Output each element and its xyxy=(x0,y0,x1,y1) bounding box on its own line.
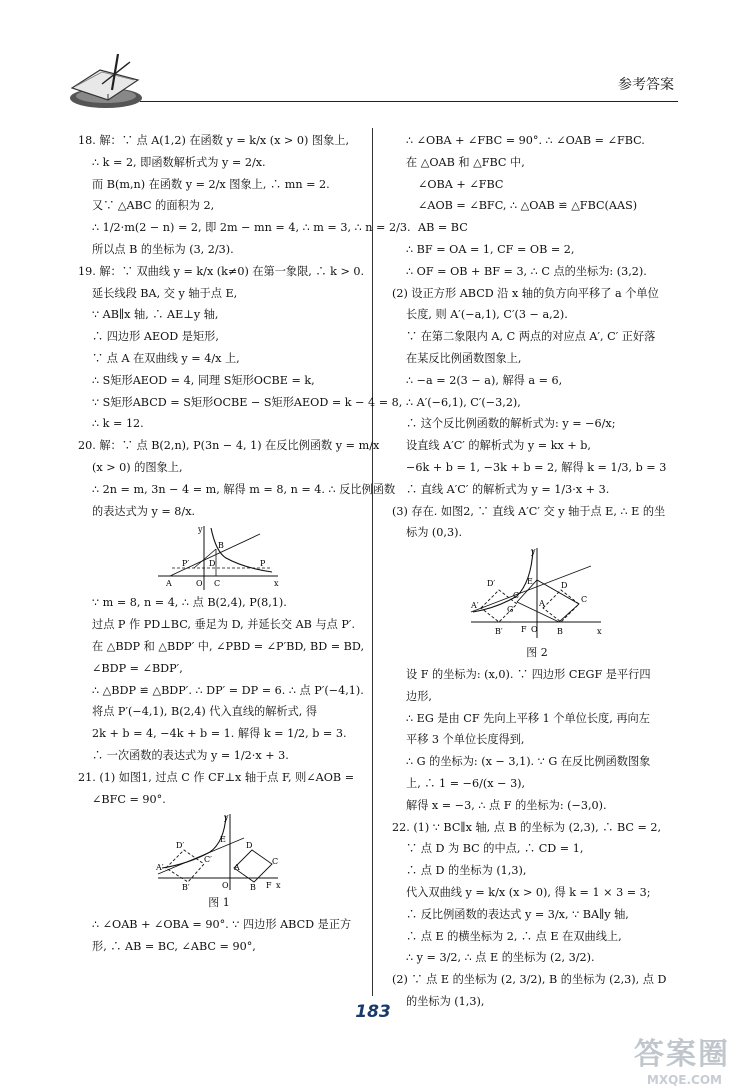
text-line: ∵ 点 A 在双曲线 y = 4/x 上, xyxy=(92,351,240,365)
fig-label: B xyxy=(557,627,563,637)
text-line: 在 △BDP 和 △BDP′ 中, ∠PBD = ∠P′BD, BD = BD, xyxy=(92,639,365,653)
text-line: AB = BC xyxy=(418,221,468,235)
fig-label: P′ xyxy=(182,559,190,569)
fig-label: C′ xyxy=(204,855,212,865)
figure-2 xyxy=(467,546,607,642)
text-line: ∴ A′(−6,1), C′(−3,2), xyxy=(406,395,521,409)
text-line: ∴ 四边形 AEOD 是矩形, xyxy=(92,330,219,344)
text-line: −6k + b = 1, −3k + b = 2, 解得 k = 1/3, b = 3 xyxy=(406,460,667,474)
text-line: 的坐标为 (1,3), xyxy=(406,994,485,1008)
text-line: 形, ∴ AB = BC, ∠ABC = 90°, xyxy=(92,939,256,953)
text-line: 19. 解：∵ 双曲线 y = k/x (k≠0) 在第一象限, ∴ k > 0. xyxy=(78,264,365,278)
text-line: (x > 0) 的图象上, xyxy=(92,460,183,474)
text-line: (2) ∵ 点 E 的坐标为 (2, 3/2), B 的坐标为 (2,3), 点 D xyxy=(392,973,667,987)
fig-label: B′ xyxy=(182,883,190,893)
text-line: ∴ ∠OBA + ∠FBC = 90°. ∴ ∠OAB = ∠FBC. xyxy=(406,134,645,147)
text-line: 20. 解：∵ 点 B(2,n), P(3n − 4, 1) 在反比例函数 y = m/x xyxy=(78,439,380,453)
page-number: 183 xyxy=(355,1002,391,1022)
fig-label: D′ xyxy=(487,579,496,589)
figure-q20 xyxy=(154,524,284,592)
fig-label: x xyxy=(597,627,602,637)
text-line: ∴ 2n = m, 3n − 4 = m, 解得 m = 8, n = 4. ∴ 反比例函数 xyxy=(92,482,396,496)
text-line: ∴ −a = 2(3 − a), 解得 a = 6, xyxy=(406,373,563,387)
text-line: 而 B(m,n) 在函数 y = 2/x 图象上, ∴ mn = 2. xyxy=(92,177,330,191)
text-line: ∴ 直线 A′C′ 的解析式为 y = 1/3·x + 3. xyxy=(406,482,610,496)
text-line: ∴ 1/2·m(2 − n) = 2, 即 2m − mn = 4, ∴ m = 3, ∴ n = 2/3. xyxy=(92,221,411,235)
text-line: ∵ 在第二象限内 A, C 两点的对应点 A′, C′ 正好落 xyxy=(406,330,656,344)
text-line: ∠BFC = 90°. xyxy=(92,792,166,806)
text-line: 标为 (0,3). xyxy=(406,526,463,540)
left-column xyxy=(78,130,411,958)
figure-caption: 图 1 xyxy=(208,896,230,910)
fig-label: E xyxy=(527,577,533,587)
text-line: ∴ S矩形AEOD = 4, 同理 S矩形OCBE = k, xyxy=(92,373,315,387)
text-line: 将点 P′(−4,1), B(2,4) 代入直线的解析式, 得 xyxy=(92,705,318,719)
right-column xyxy=(392,130,682,1013)
text-line: 的表达式为 y = 8/x. xyxy=(92,504,196,518)
figure-1 xyxy=(154,812,284,892)
text-line: ∴ 反比例函数的表达式 y = 3/x, ∵ BA∥y 轴, xyxy=(406,907,629,921)
fig-label: A′ xyxy=(156,863,164,873)
text-line: 又∵ △ABC 的面积为 2, xyxy=(92,199,215,213)
text-line: ∴ k = 12. xyxy=(92,417,144,431)
text-line: (2) 设正方形 ABCD 沿 x 轴的负方向平移了 a 个单位 xyxy=(392,286,659,300)
fig-label: y xyxy=(224,813,229,823)
fig-label: A xyxy=(166,579,172,589)
text-line: ∴ △BDP ≌ △BDP′. ∴ DP′ = DP = 6. ∴ 点 P′(−4,1). xyxy=(92,683,364,697)
fig-label: B′ xyxy=(495,627,503,637)
fig-label: A xyxy=(539,599,545,609)
fig-label: C′ xyxy=(513,591,521,601)
text-line: 长度, 则 A′(−a,1), C′(3 − a,2). xyxy=(406,308,568,322)
fig-label: x xyxy=(274,579,279,589)
fig-label: D′ xyxy=(176,841,185,851)
text-line: (3) 存在. 如图2, ∵ 直线 A′C′ 交 y 轴于点 E, ∴ E 的坐 xyxy=(392,504,666,518)
fig-label: G xyxy=(507,605,514,615)
text-line: 设直线 A′C′ 的解析式为 y = kx + b, xyxy=(406,439,591,453)
text-line: ∠AOB = ∠BFC, ∴ △OAB ≌ △FBC(AAS) xyxy=(418,199,638,213)
fig-label: B xyxy=(250,883,256,893)
fig-label: y xyxy=(198,525,203,535)
fig-label: D xyxy=(561,581,568,591)
text-line: ∵ 点 D 为 BC 的中点, ∴ CD = 1, xyxy=(406,842,584,856)
fig-label: C xyxy=(272,857,279,867)
fig-label: D xyxy=(209,559,216,569)
text-line: 所以点 B 的坐标为 (3, 2/3). xyxy=(92,242,234,256)
text-line: 过点 P 作 PD⊥BC, 垂足为 D, 并延长交 AB 与点 P′. xyxy=(92,618,355,632)
text-line: 延长线段 BA, 交 y 轴于点 E, xyxy=(92,286,238,300)
fig-label: C xyxy=(214,579,221,589)
fig-label: B xyxy=(218,541,224,551)
text-line: 2k + b = 4, −4k + b = 1. 解得 k = 1/2, b = 3. xyxy=(92,727,347,741)
column-divider xyxy=(372,128,373,996)
text-line: 18. 解：∵ 点 A(1,2) 在函数 y = k/x (x > 0) 图象上, xyxy=(78,134,350,147)
text-line: 21. (1) 如图1, 过点 C 作 CF⊥x 轴于点 F, 则∠AOB = xyxy=(78,770,355,784)
text-line: ∴ k = 2, 即函数解析式为 y = 2/x. xyxy=(92,155,266,169)
text-line: ∴ y = 3/2, ∴ 点 E 的坐标为 (2, 3/2). xyxy=(406,951,595,965)
figure-caption: 图 2 xyxy=(526,646,548,660)
fig-label: x xyxy=(276,881,281,891)
text-line: ∵ S矩形ABCD = S矩形OCBE − S矩形AEOD = k − 4 = 8, xyxy=(92,395,403,409)
text-line: 解得 x = −3, ∴ 点 F 的坐标为: (−3,0). xyxy=(406,798,607,812)
text-line: ∵ AB∥x 轴, ∴ AE⊥y 轴, xyxy=(92,308,219,322)
text-line: ∴ BF = OA = 1, CF = OB = 2, xyxy=(406,242,575,256)
text-line: ∵ m = 8, n = 4, ∴ 点 B(2,4), P(8,1). xyxy=(92,596,287,610)
text-line: ∴ 点 E 的横坐标为 2, ∴ 点 E 在双曲线上, xyxy=(406,929,622,943)
text-line: 在某反比例函数图象上, xyxy=(406,351,522,365)
header-title: 参考答案 xyxy=(618,77,674,93)
fig-label: O xyxy=(531,625,538,635)
fig-label: C xyxy=(581,595,588,605)
text-line: 设 F 的坐标为: (x,0). ∵ 四边形 CEGF 是平行四 xyxy=(406,667,651,681)
text-line: ∴ ∠OAB + ∠OBA = 90°. ∵ 四边形 ABCD 是正方 xyxy=(92,918,352,932)
text-line: ∠OBA + ∠FBC xyxy=(418,177,504,191)
text-line: ∴ G 的坐标为: (x − 3,1). ∵ G 在反比例函数图象 xyxy=(406,755,651,769)
text-line: ∠BDP = ∠BDP′, xyxy=(92,661,183,675)
text-line: ∴ EG 是由 CF 先向上平移 1 个单位长度, 再向左 xyxy=(406,711,650,725)
text-line: 22. (1) ∵ BC∥x 轴, 点 B 的坐标为 (2,3), ∴ BC = 2, xyxy=(392,820,662,834)
text-line: 代入双曲线 y = k/x (x > 0), 得 k = 1 × 3 = 3; xyxy=(406,885,651,899)
text-line: ∴ 这个反比例函数的解析式为: y = −6/x; xyxy=(406,417,616,431)
text-line: 在 △OAB 和 △FBC 中, xyxy=(406,155,525,169)
fig-label: O xyxy=(196,579,203,589)
text-line: 边形, xyxy=(406,689,432,703)
fig-label: D xyxy=(246,841,253,851)
text-line: 上, ∴ 1 = −6/(x − 3), xyxy=(406,776,526,790)
fig-label: A xyxy=(234,863,240,873)
fig-label: A′ xyxy=(471,601,479,611)
book-logo-icon xyxy=(62,50,150,112)
fig-label: F xyxy=(521,625,527,635)
watermark-url: MXQE.COM xyxy=(646,1073,722,1087)
fig-label: P xyxy=(260,559,266,569)
text-line: ∴ 点 D 的坐标为 (1,3), xyxy=(406,864,527,878)
fig-label: y xyxy=(531,547,536,557)
watermark-logo: 答案圈 xyxy=(634,1037,730,1072)
fig-label: O xyxy=(222,881,229,891)
text-line: ∴ 一次函数的表达式为 y = 1/2·x + 3. xyxy=(92,748,289,762)
text-line: 平移 3 个单位长度得到, xyxy=(406,733,525,747)
text-line: ∴ OF = OB + BF = 3, ∴ C 点的坐标为: (3,2). xyxy=(406,264,647,278)
fig-label: E xyxy=(220,835,226,845)
header-rule xyxy=(140,101,678,102)
fig-label: F xyxy=(266,881,272,891)
